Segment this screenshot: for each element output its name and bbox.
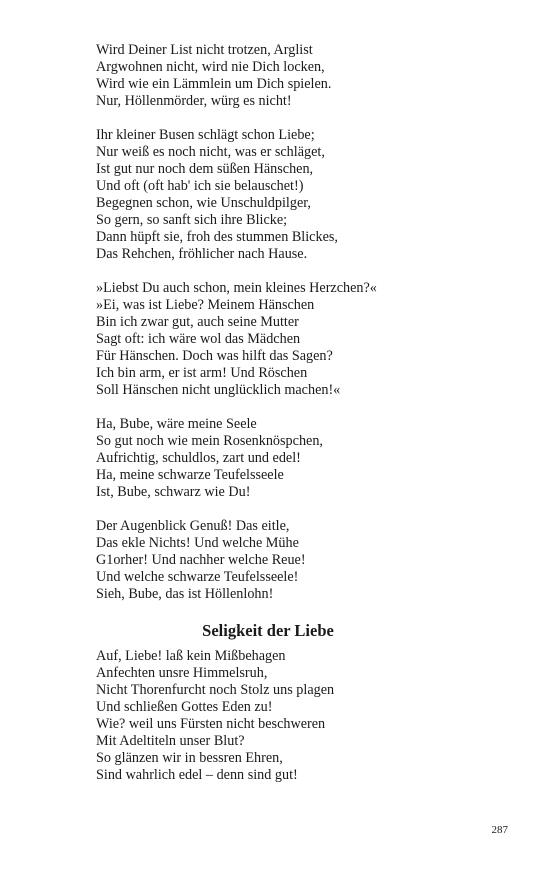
- stanza-2: [96, 127, 516, 263]
- verse-line: Nur, Höllenmörder, würg es nicht!: [96, 93, 292, 109]
- verse-line: G1orher! Und nachher welche Reue!: [96, 552, 306, 568]
- verse-line: Ihr kleiner Busen schlägt schon Liebe;: [96, 127, 315, 143]
- stanza-4: [96, 416, 516, 501]
- page-number: 287: [491, 824, 508, 836]
- verse-line: Das Rehchen, fröhlicher nach Hause.: [96, 246, 308, 262]
- verse-line: Sieh, Bube, das ist Höllenlohn!: [96, 586, 274, 602]
- verse-line: Nicht Thorenfurcht noch Stolz uns plagen: [96, 682, 335, 698]
- verse-line: Und oft (oft hab' ich sie belauschet!): [96, 178, 304, 194]
- stanza-6: [96, 648, 516, 784]
- stanza-1: [96, 42, 516, 110]
- verse-line: Aufrichtig, schuldlos, zart und edel!: [96, 450, 301, 466]
- verse-line: Mit Adeltiteln unser Blut?: [96, 733, 245, 749]
- verse-line: Ha, Bube, wäre meine Seele: [96, 416, 257, 432]
- stanza-5: [96, 518, 516, 603]
- verse-line: So glänzen wir in bessren Ehren,: [96, 750, 283, 766]
- stanza-3: [96, 280, 516, 399]
- verse-line: Und schließen Gottes Eden zu!: [96, 699, 273, 715]
- verse-line: Dann hüpft sie, froh des stummen Blickes,: [96, 229, 338, 245]
- poem-title: Seligkeit der Liebe: [202, 621, 334, 640]
- verse-line: Wird wie ein Lämmlein um Dich spielen.: [96, 76, 332, 92]
- verse-line: Bin ich zwar gut, auch seine Mutter: [96, 314, 299, 330]
- verse-line: Das ekle Nichts! Und welche Mühe: [96, 535, 299, 551]
- verse-line: »Liebst Du auch schon, mein kleines Herzchen?«: [96, 280, 377, 296]
- verse-line: »Ei, was ist Liebe? Meinem Hänschen: [96, 297, 315, 313]
- verse-line: Ich bin arm, er ist arm! Und Röschen: [96, 365, 308, 381]
- verse-line: Wird Deiner List nicht trotzen, Arglist: [96, 42, 313, 58]
- verse-line: Auf, Liebe! laß kein Mißbehagen: [96, 648, 286, 664]
- verse-line: So gern, so sanft sich ihre Blicke;: [96, 212, 288, 228]
- poem-text: [96, 42, 516, 801]
- verse-line: Der Augenblick Genuß! Das eitle,: [96, 518, 290, 534]
- verse-line: Ist, Bube, schwarz wie Du!: [96, 484, 251, 500]
- verse-line: So gut noch wie mein Rosenknöspchen,: [96, 433, 323, 449]
- verse-line: Ist gut nur noch dem süßen Hänschen,: [96, 161, 314, 177]
- verse-line: Soll Hänschen nicht unglücklich machen!«: [96, 382, 341, 398]
- verse-line: Begegnen schon, wie Unschuldpilger,: [96, 195, 311, 211]
- verse-line: Sind wahrlich edel – denn sind gut!: [96, 767, 298, 783]
- verse-line: Für Hänschen. Doch was hilft das Sagen?: [96, 348, 333, 364]
- verse-line: Wie? weil uns Fürsten nicht beschweren: [96, 716, 326, 732]
- verse-line: Und welche schwarze Teufelsseele!: [96, 569, 299, 585]
- verse-line: Ha, meine schwarze Teufelsseele: [96, 467, 284, 483]
- verse-line: Sagt oft: ich wäre wol das Mädchen: [96, 331, 301, 347]
- verse-line: Anfechten unsre Himmelsruh,: [96, 665, 268, 681]
- verse-line: Nur weiß es noch nicht, was er schläget,: [96, 144, 325, 160]
- verse-line: Argwohnen nicht, wird nie Dich locken,: [96, 59, 325, 75]
